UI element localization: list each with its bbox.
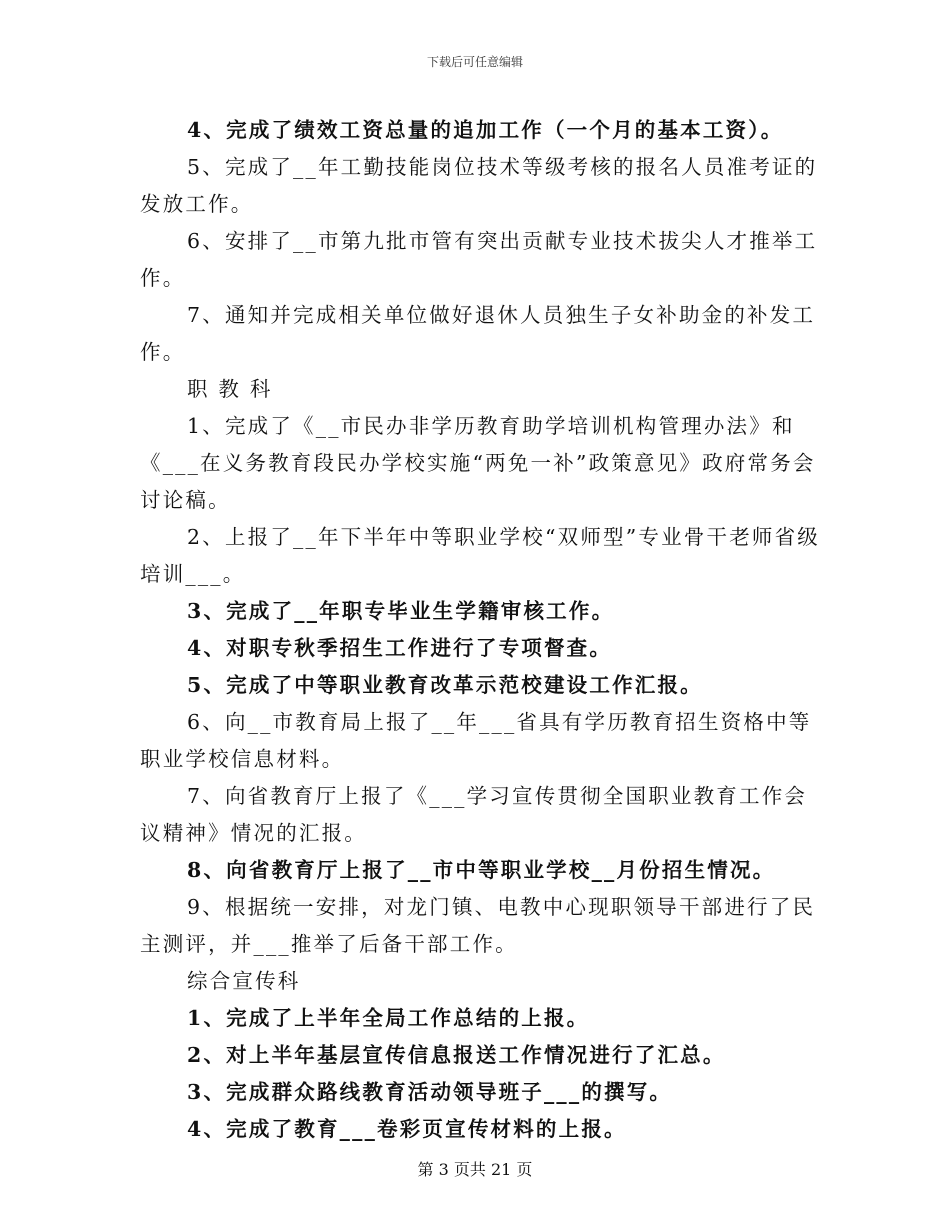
paragraph: 2、对上半年基层宣传信息报送工作情况进行了汇总。 bbox=[187, 1043, 726, 1067]
paragraph: 7、向省教育厅上报了《___学习宣传贯彻全国职业教育工作会议精神》情况的汇报。 bbox=[140, 784, 808, 845]
paragraph: 4、完成了教育___卷彩页宣传材料的上报。 bbox=[187, 1117, 627, 1141]
paragraph: 5、完成了中等职业教育改革示范校建设工作汇报。 bbox=[187, 673, 703, 697]
paragraph: 5、完成了__年工勤技能岗位技术等级考核的报名人员准考证的发放工作。 bbox=[140, 155, 818, 216]
section-heading: 综合宣传科 bbox=[187, 969, 301, 993]
paragraph: 1、完成了《__市民办非学历教育助学培训机构管理办法》和《___在义务教育段民办学校实施“两免一补”政策意见》政府常务会讨论稿。 bbox=[140, 414, 816, 512]
paragraph: 6、安排了__市第九批市管有突出贡献专业技术拔尖人才推举工作。 bbox=[140, 229, 818, 290]
paragraph: 4、完成了绩效工资总量的追加工作（一个月的基本工资）。 bbox=[187, 118, 784, 142]
paragraph: 3、完成群众路线教育活动领导班子___的撰写。 bbox=[187, 1080, 673, 1104]
page-header: 下载后可任意编辑 bbox=[426, 55, 523, 69]
section-heading: 职 教 科 bbox=[187, 377, 273, 401]
paragraph: 9、根据统一安排，对龙门镇、电教中心现职领导干部进行了民主测评，并___推举了后备干部工作。 bbox=[140, 895, 816, 956]
paragraph: 7、通知并完成相关单位做好退休人员独生子女补助金的补发工作。 bbox=[140, 303, 816, 364]
paragraph: 2、上报了__年下半年中等职业学校“双师型”专业骨干老师省级培训___。 bbox=[140, 525, 821, 586]
document-body bbox=[140, 112, 820, 1148]
paragraph: 4、对职专秋季招生工作进行了专项督查。 bbox=[187, 636, 613, 660]
page-number: 第 3 页共 21 页 bbox=[417, 1160, 533, 1179]
paragraph: 8、向省教育厅上报了__市中等职业学校__月份招生情况。 bbox=[187, 858, 776, 882]
paragraph: 1、完成了上半年全局工作总结的上报。 bbox=[187, 1006, 590, 1030]
paragraph: 3、完成了__年职专毕业生学籍审核工作。 bbox=[187, 599, 615, 623]
paragraph: 6、向__市教育局上报了__年___省具有学历教育招生资格中等职业学校信息材料。 bbox=[140, 710, 812, 771]
